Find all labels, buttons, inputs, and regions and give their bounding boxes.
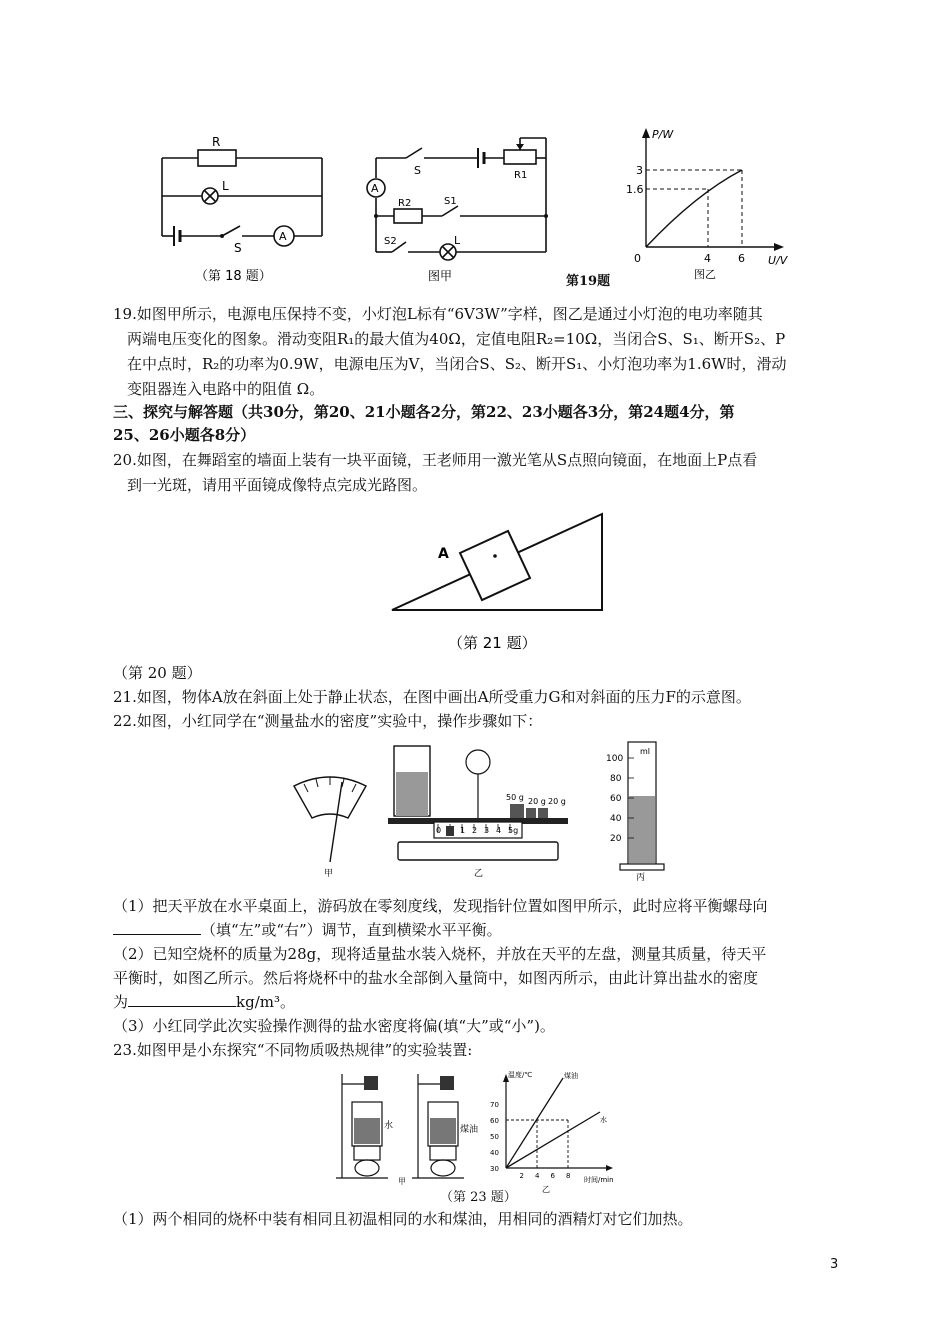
q19b-x-tick: 6: [738, 252, 745, 265]
q22-jia-label: 甲: [324, 869, 334, 879]
q23-y-axis-label: 温度/℃: [508, 1071, 533, 1079]
q23-caption: （第 23 题）: [440, 1190, 517, 1205]
q22-cyl-tick: 80: [610, 774, 622, 784]
q19-s1-label: S1: [444, 196, 457, 207]
q22-ruler-tick: 2: [472, 826, 478, 835]
q19-s-label: S: [414, 164, 421, 177]
q23-y-tick: 40: [490, 1149, 499, 1157]
q20-caption: （第 20 题）: [113, 664, 202, 682]
q18-l-label: L: [222, 179, 229, 193]
q22-cyl-tick: 40: [610, 814, 622, 824]
q22-ruler-tick: 0: [436, 826, 442, 835]
q19b-x-tick: 4: [704, 252, 711, 265]
q19b-y-tick: 1.6: [626, 183, 644, 196]
q22-part1-line2: [113, 919, 502, 942]
q19-line-4: 变阻器连入电路中的阻值 Ω。: [127, 380, 325, 398]
q22-balance-figure: [378, 742, 578, 882]
q22-part1-text: （填“左”或“右”）调节，直到横梁水平平衡。: [201, 921, 502, 939]
q19b-origin: 0: [634, 252, 641, 265]
q23-apparatus-figure: [330, 1068, 485, 1186]
q23-x-tick: 2: [519, 1172, 524, 1180]
q23-oil-line-label: 煤油: [564, 1072, 578, 1080]
q22-dial-figure: [290, 770, 372, 880]
q19b-caption: 图乙: [694, 268, 716, 281]
q19-s2-label: S2: [384, 236, 397, 247]
q19-r2-label: R2: [398, 198, 412, 209]
q19-line-3: 在中点时，R₂的功率为0.9W，电源电压为V，当闭合S、S₂、断开S₁、小灯泡功率为1.6W时，滑动: [127, 355, 787, 373]
q22-ruler-tick: 5g: [508, 826, 519, 835]
q23-part1: （1）两个相同的烧杯中装有相同且初温相同的水和煤油，用相同的酒精灯对它们加热。: [113, 1210, 693, 1228]
q22-cyl-tick: 60: [610, 794, 622, 804]
q22-weight-label: 50 g: [506, 793, 524, 802]
q22-part1-line1: （1）把天平放在水平桌面上，游码放在零刻度线，发现指针位置如图甲所示，此时应将平衡螺母向: [113, 897, 768, 915]
q19-l-label: L: [454, 234, 461, 247]
q22-ml-label: ml: [640, 747, 651, 756]
q22-bing-label: 丙: [636, 873, 646, 883]
q19-ammeter-label: A: [371, 182, 379, 195]
q23-oil-label: 煤油: [460, 1125, 479, 1135]
q23-yi-label: 乙: [542, 1185, 550, 1194]
q22-part1-blank[interactable]: [113, 920, 201, 935]
q23-x-tick: 4: [535, 1172, 540, 1180]
q22-ruler-tick: 4: [496, 826, 502, 835]
q18-s-label: S: [234, 241, 242, 255]
q19-line-1: 19.如图甲所示，电源电压保持不变，小灯泡L标有“6V3W”字样，图乙是通过小灯泡的电功率随其: [113, 305, 763, 323]
q19-circuit-figure: [358, 128, 553, 288]
q22-part2-line3: [113, 991, 295, 1014]
q21-a-label: A: [438, 546, 449, 562]
q22-yi-label: 乙: [474, 869, 484, 879]
q23-x-tick: 6: [550, 1172, 555, 1180]
q18-circuit-figure: [150, 128, 335, 288]
q21-caption: （第 21 题）: [448, 634, 537, 652]
q22-density-unit: kg/m³。: [236, 993, 295, 1011]
q23-y-tick: 30: [490, 1165, 499, 1173]
q23-y-tick: 60: [490, 1117, 499, 1125]
q22-cyl-tick: 20: [610, 834, 622, 844]
q18-caption: （第 18 题）: [195, 269, 272, 284]
page-number: 3: [830, 1257, 839, 1272]
q22-weight-label: 20 g: [548, 797, 566, 806]
q23-jia-label: 甲: [398, 1177, 406, 1186]
q22-cylinder-figure: [600, 738, 670, 883]
q23-water-label: 水: [384, 1121, 394, 1131]
q22-weight-label: 20 g: [528, 797, 546, 806]
q18-ammeter-label: A: [279, 230, 287, 243]
q19b-x-axis-label: U/V: [768, 254, 788, 267]
q19b-y-tick: 3: [636, 164, 643, 177]
q23-water-line-label: 水: [600, 1116, 607, 1124]
q23-x-axis-label: 时间/min: [584, 1176, 614, 1184]
q22-part2-line2: 平衡时，如图乙所示。然后将烧杯中的盐水全部倒入量筒中，如图丙所示，由此计算出盐水的密度: [113, 969, 759, 987]
q23-intro: 23.如图甲是小东探究“不同物质吸热规律”的实验装置:: [113, 1041, 473, 1059]
q19-figure-label: 第19题: [566, 274, 611, 289]
q22-part3: （3）小红同学此次实验操作测得的盐水密度将偏(填“大”或“小”)。: [113, 1017, 555, 1035]
q18-r-label: R: [212, 135, 221, 149]
q21-incline-figure: [380, 500, 615, 660]
q22-part2-prefix: 为: [113, 993, 129, 1011]
q22-cyl-tick: 100: [606, 754, 624, 764]
q19b-y-axis-label: P/W: [652, 128, 674, 141]
q20-line-2: 到一光斑，请用平面镜成像特点完成光路图。: [127, 476, 428, 494]
q19-jia-caption: 图甲: [428, 269, 453, 283]
q22-ruler-tick: 3: [484, 826, 490, 835]
q22-ruler-tick: 1: [460, 826, 466, 835]
q23-y-tick: 70: [490, 1101, 499, 1109]
section-3-heading: 三、探究与解答题（共30分，第20、21小题各2分，第22、23小题各3分，第24题4分，第: [113, 403, 735, 421]
q19-r1-label: R1: [514, 170, 528, 181]
q22-part2-line1: （2）已知空烧杯的质量为28g，现将适量盐水装入烧杯，并放在天平的左盘，测量其质量，待天平: [113, 945, 767, 963]
q23-temperature-chart: [480, 1068, 615, 1194]
q22-density-blank[interactable]: [128, 992, 236, 1007]
q23-x-tick: 8: [566, 1172, 571, 1180]
q20-line-1: 20.如图，在舞蹈室的墙面上装有一块平面镜，王老师用一激光笔从S点照向镜面，在地面上P点看: [113, 451, 758, 469]
q22-intro: 22.如图，小红同学在“测量盐水的密度”实验中，操作步骤如下：: [113, 712, 543, 730]
q23-y-tick: 50: [490, 1133, 499, 1141]
q19-power-graph: [616, 122, 791, 282]
q21-text: 21.如图，物体A放在斜面上处于静止状态，在图中画出A所受重力G和对斜面的压力F的示意图。: [113, 688, 751, 706]
section-3-heading-cont: 25、26小题各8分）: [113, 426, 256, 444]
q19-line-2: 两端电压变化的图象。滑动变阻R₁的最大值为40Ω，定值电阻R₂=10Ω，当闭合S、S₁、断开S₂、P: [127, 330, 786, 348]
